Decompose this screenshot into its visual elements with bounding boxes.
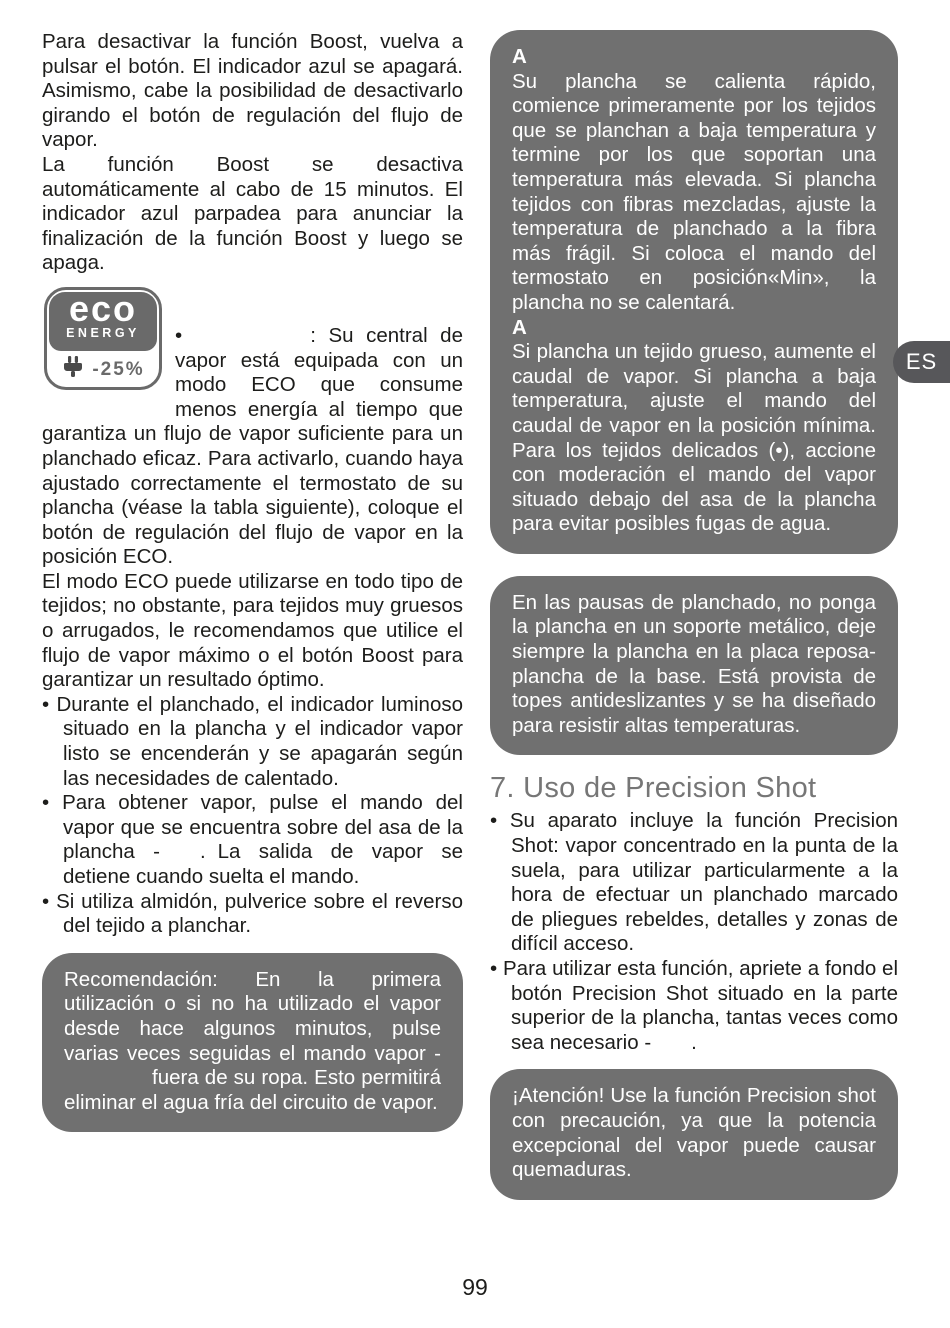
language-tab-es: ES (893, 341, 950, 383)
bullet-marker: • (42, 692, 50, 716)
recommendation-box (42, 953, 463, 1133)
bullet-text: Durante el planchado, el indicador luminoso situado en la plancha y el indicador vapor listo se encenderán y se apagarán según las necesidades de calentado. (56, 692, 464, 790)
eco-energy-logo (44, 287, 162, 390)
warning-text: ¡Atención! Use la función Precision shot con precaución, ya que la potencia excepcional del vapor puede causar quemaduras. (512, 1084, 876, 1182)
advice-heading: A (512, 315, 527, 339)
bullet-marker: • (175, 323, 183, 347)
section-title-precision-shot: 7. Uso de Precision Shot (490, 772, 817, 805)
iron-rest-box (490, 576, 898, 756)
recommendation-text: Recomendación: En la primera utilización o si no ha utilizado el vapor desde hace algunos minutos, pulse varias veces seguidas el mando vapor - (64, 967, 441, 1065)
bullet-steam-trigger (42, 791, 463, 889)
bullet-marker: • (490, 809, 498, 833)
recommendation-text: fuera de su ropa. Esto permitirá eliminar el agua fría del circuito de vapor. (64, 1066, 441, 1114)
eco-logo-word: eco (68, 287, 138, 329)
bullet-text: La salida de vapor se detiene cuando suelta el mando. (63, 840, 463, 888)
paragraph-boost-auto-off: La función Boost se desactiva automáticamente al cabo de 15 minutos. El indicador azul parpadea para anunciar la finalización de la función Boost y luego se apaga. (42, 152, 463, 275)
advice-heading: A (512, 45, 527, 68)
eco-logo-bottom (47, 353, 159, 387)
bullet-indicator-lights (42, 693, 463, 791)
bullet-starch (42, 890, 463, 939)
warning-box (490, 1069, 898, 1199)
fabric-advice-box (490, 30, 898, 554)
bullet-marker: • (42, 791, 50, 815)
bullet-precision-shot-usage (490, 957, 898, 1055)
bullet-precision-shot-description (490, 809, 898, 957)
eco-logo-top (49, 287, 157, 351)
bullet-marker: • (490, 957, 498, 980)
eco-logo-subword: ENERGY (66, 325, 140, 340)
right-column (490, 30, 898, 1200)
left-column (42, 30, 463, 1132)
bullet-text: . (199, 840, 206, 864)
advice-text-steam-flow: Si plancha un tejido grueso, aumente el caudal de vapor. Si plancha a baja temperatura, ajuste el mando del caudal de vapor en la posición mínima. Para los tejidos delicados (•), accione con moderación el mando del vapor situado debajo del asa de la plancha para evitar posibles fugas de agua. (512, 340, 876, 536)
bullet-text: Si utiliza almidón, pulverice sobre el reverso del tejido a planchar. (56, 889, 463, 938)
eco-mode-text: : Su central de vapor está equipada con un modo ECO que consume menos energía al tiempo que garantiza un flujo de vapor suficiente para un planchado eficaz. Para activarlo, cuando haya ajustado correctamente el termostato de su plancha (véase la tabla siguiente), coloque el botón de regulación del flujo de vapor en la posición ECO. (42, 323, 463, 569)
bullet-text: . (691, 1030, 697, 1054)
bullet-text: Su aparato incluye la función Precision Shot: vapor concentrado en la punta de la suela, para utilizar particularmente a la hora de efectuar un planchado marcado de pliegues rebeldes, detalles y zonas de difícil acceso. (509, 809, 898, 956)
eco-logo-value: -25% (92, 358, 145, 380)
advice-text-temperature-order: Su plancha se calienta rápido, comience primeramente por los tejidos que se planchan a baja temperatura y termine por los que soportan una temperatura más elevada. Si plancha tejidos con fibras mezcladas, ajuste la temperatura de planchado a la fibra más frágil. Si coloca el mando del termostato en posición«Min», la plancha no se calentará. (512, 69, 876, 314)
bullet-text: Para obtener vapor, pulse el mando del vapor que se encuentra sobre del asa de la plancha - (62, 791, 463, 864)
paragraph-boost-deactivate: Para desactivar la función Boost, vuelva a pulsar el botón. El indicador azul se apagará. Asimismo, cabe la posibilidad de desactivarlo girando el botón de regulación del flujo de vapor. (42, 30, 463, 152)
bullet-text: Para utilizar esta función, apriete a fondo el botón Precision Shot situado en la parte superior de la plancha, tantas veces como sea necesario - (503, 957, 899, 1054)
page-number: 99 (462, 1274, 488, 1300)
eco-section (42, 287, 463, 570)
paragraph-eco-fabrics: El modo ECO puede utilizarse en todo tipo de tejidos; no obstante, para tejidos muy gruesos o arrugados, le recomendamos que utilice el flujo de vapor máximo o el botón Boost para garantizar un resultado óptimo. (42, 569, 463, 692)
power-plug-icon (61, 355, 85, 386)
bullet-marker: • (42, 889, 50, 913)
iron-rest-text: En las pausas de planchado, no ponga la plancha en un soporte metálico, deje siempre la plancha en la placa reposa-plancha de la base. Está provista de topes antideslizantes y se ha diseñado para resistir altas temperaturas. (512, 590, 876, 737)
